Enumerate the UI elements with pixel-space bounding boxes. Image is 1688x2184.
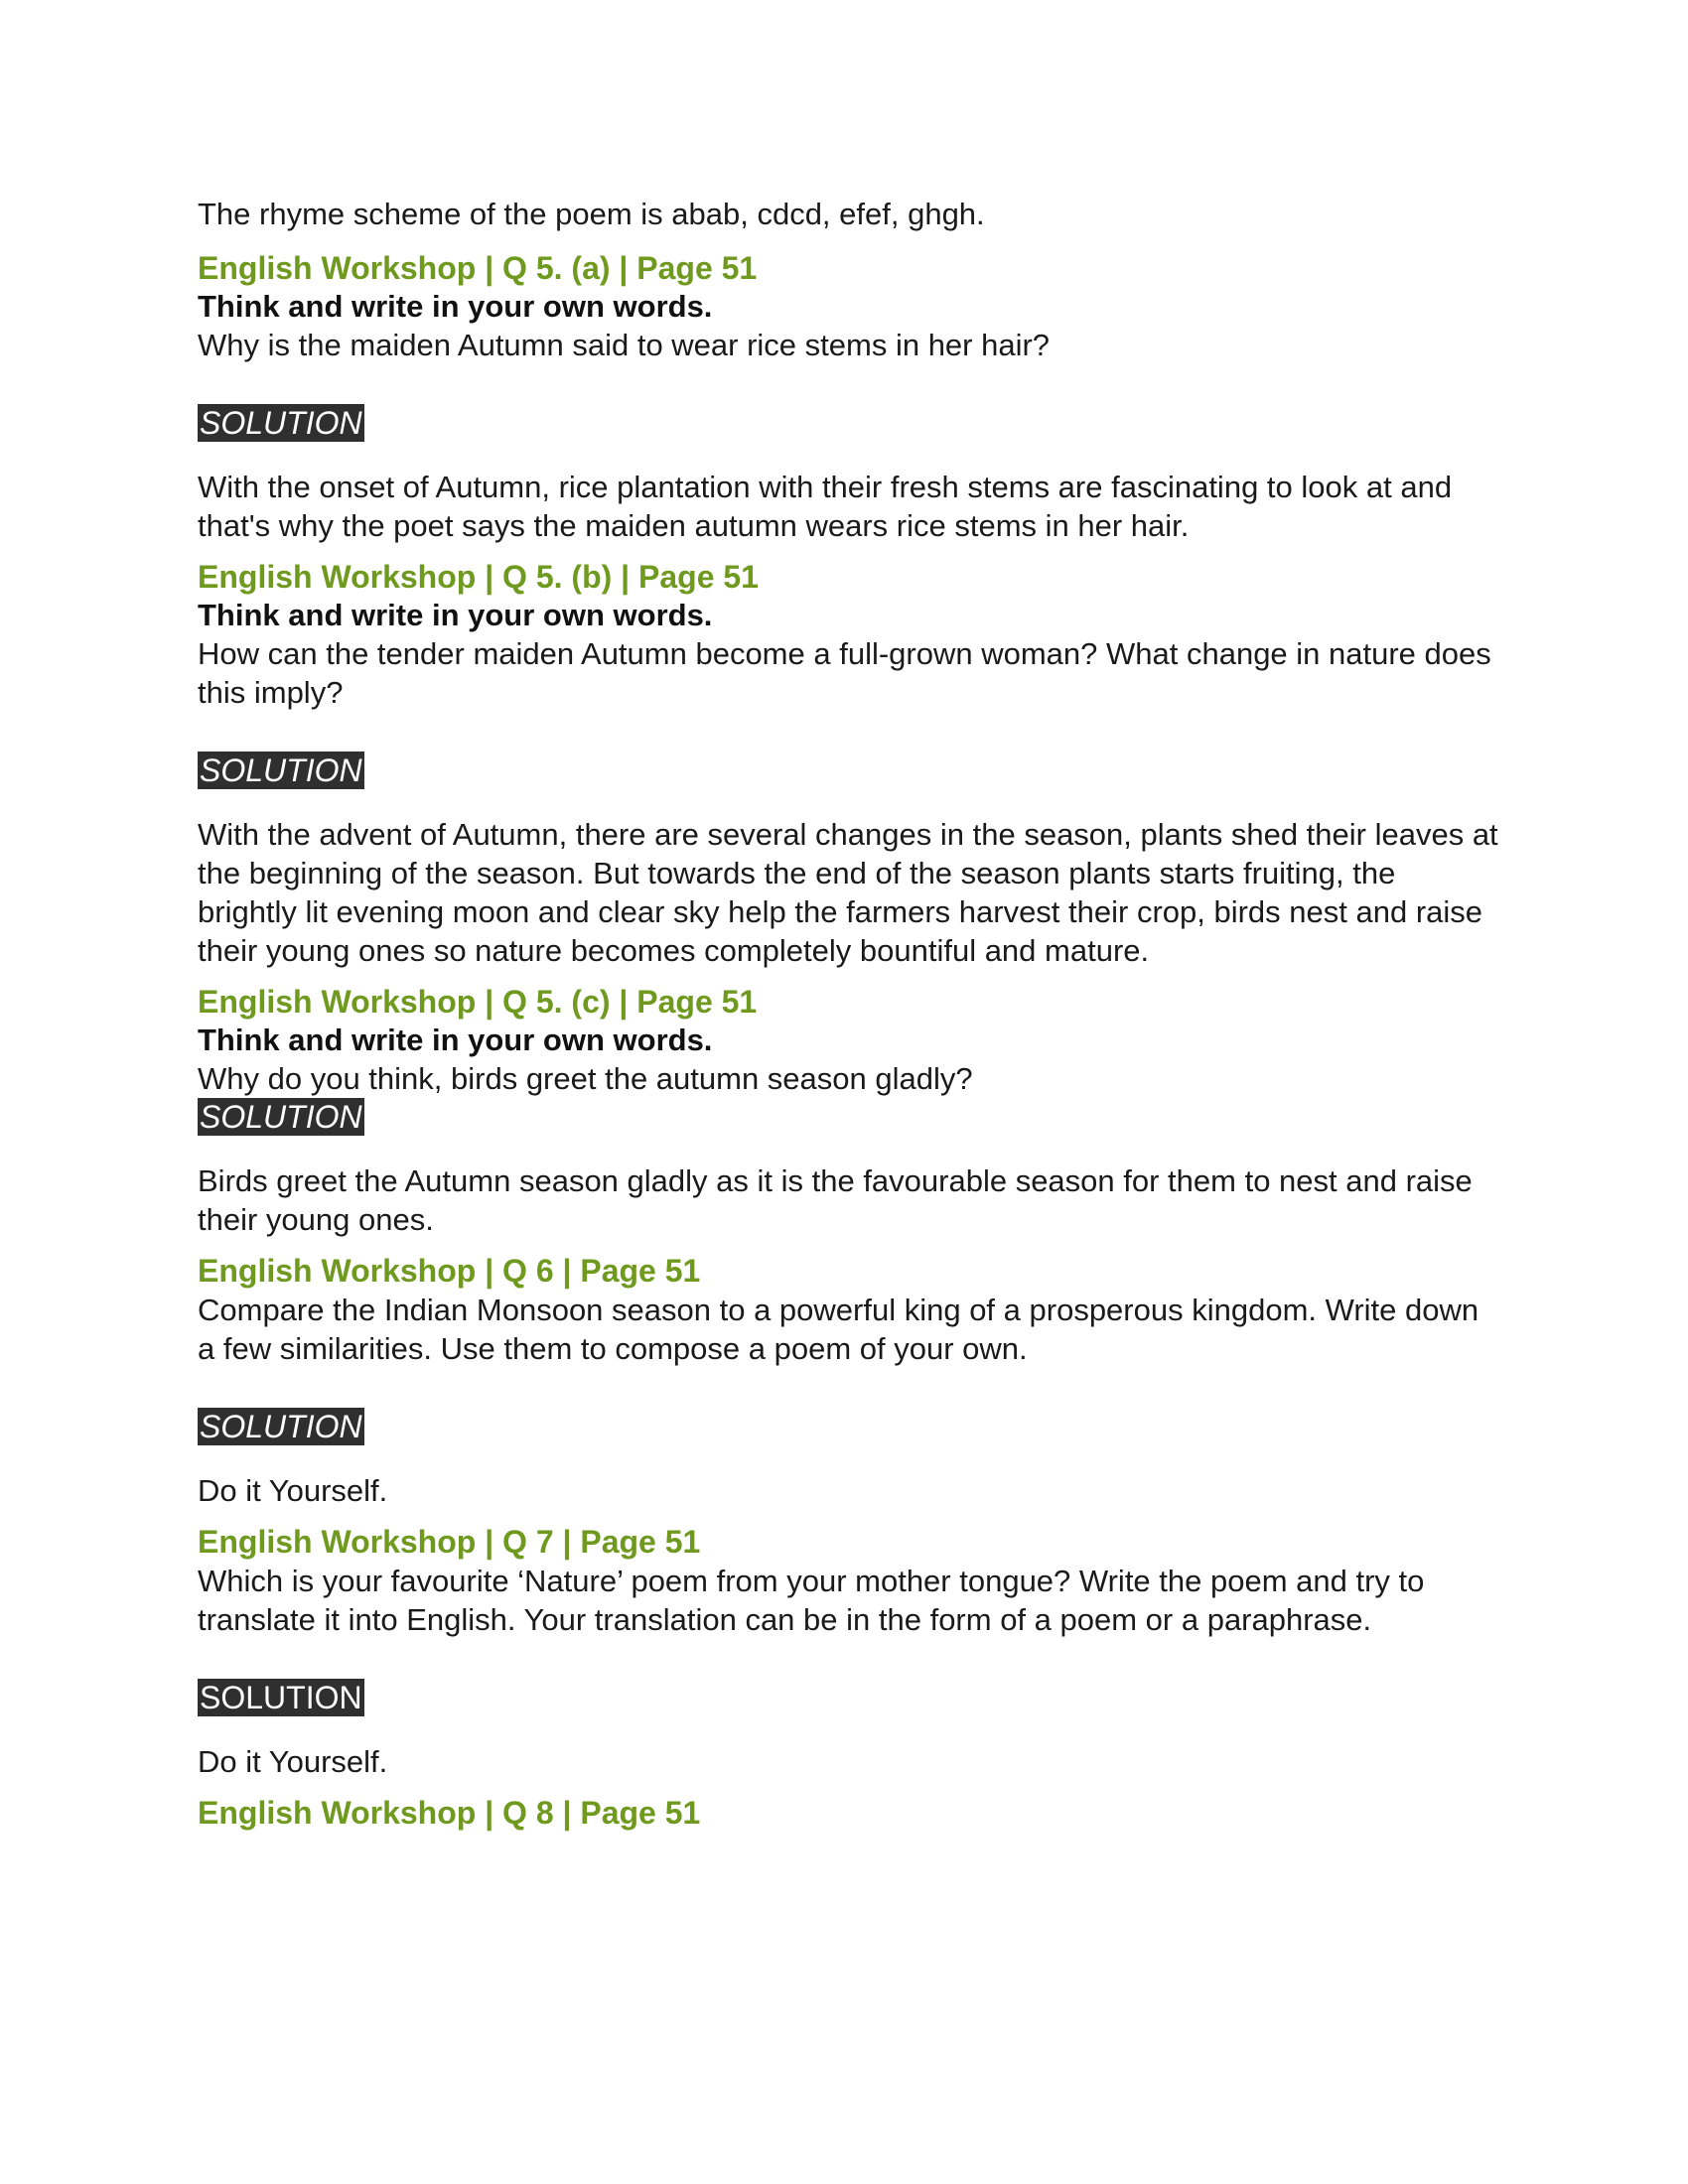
document-page [198, 195, 1498, 1833]
section-answer: With the onset of Autumn, rice plantation with their fresh stems are fascinating to look at and that's why the poet says the maiden autumn wears rice stems in her hair. [198, 470, 1453, 543]
section-q5a [198, 248, 1498, 557]
section-question: Why do you think, birds greet the autumn season gladly? [198, 1061, 973, 1096]
section-question: Which is your favourite ‘Nature’ poem from your mother tongue? Write the poem and try to translate it into English. Your translation can be in the form of a poem or a paraphrase. [198, 1564, 1425, 1637]
section-question: Why is the maiden Autumn said to wear rice stems in her hair? [198, 328, 1051, 362]
section-q8 [198, 1793, 1498, 1833]
section-heading: English Workshop | Q 5. (c) | Page 51 [198, 984, 758, 1020]
section-instruction: Think and write in your own words. [198, 289, 713, 324]
solution-label: SOLUTION [200, 405, 362, 441]
section-question: Compare the Indian Monsoon season to a powerful king of a prosperous kingdom. Write down a few similarities. Use them to compose a poem of your own. [198, 1293, 1479, 1366]
section-q5b [198, 557, 1498, 982]
section-heading: English Workshop | Q 5. (a) | Page 51 [198, 250, 758, 286]
solution-label: SOLUTION [200, 1409, 362, 1444]
section-instruction: Think and write in your own words. [198, 1023, 713, 1057]
intro-text: The rhyme scheme of the poem is abab, cdcd, efef, ghgh. [198, 197, 985, 231]
solution-label: SOLUTION [200, 752, 362, 788]
section-answer: With the advent of Autumn, there are several changes in the season, plants shed their leaves at the beginning of the season. But towards the end of the season plants starts fruiting, the brightly lit evening moon and clear sky help the farmers harvest their crop, birds nest and raise their young ones so nature becomes completely bountiful and mature. [198, 817, 1498, 968]
section-answer: Do it Yourself. [198, 1744, 388, 1779]
section-heading: English Workshop | Q 7 | Page 51 [198, 1524, 701, 1560]
section-heading: English Workshop | Q 8 | Page 51 [198, 1795, 701, 1831]
section-heading: English Workshop | Q 6 | Page 51 [198, 1253, 701, 1289]
section-answer: Do it Yourself. [198, 1473, 388, 1508]
section-q7 [198, 1522, 1498, 1793]
section-q6 [198, 1251, 1498, 1522]
section-answer: Birds greet the Autumn season gladly as it is the favourable season for them to nest and raise their young ones. [198, 1163, 1473, 1237]
section-heading: English Workshop | Q 5. (b) | Page 51 [198, 559, 759, 595]
section-q5c [198, 982, 1498, 1251]
solution-label: SOLUTION [200, 1099, 362, 1135]
solution-label: SOLUTION [200, 1680, 362, 1715]
section-question: How can the tender maiden Autumn become a full-grown woman? What change in nature does this imply? [198, 636, 1491, 710]
section-instruction: Think and write in your own words. [198, 598, 713, 632]
